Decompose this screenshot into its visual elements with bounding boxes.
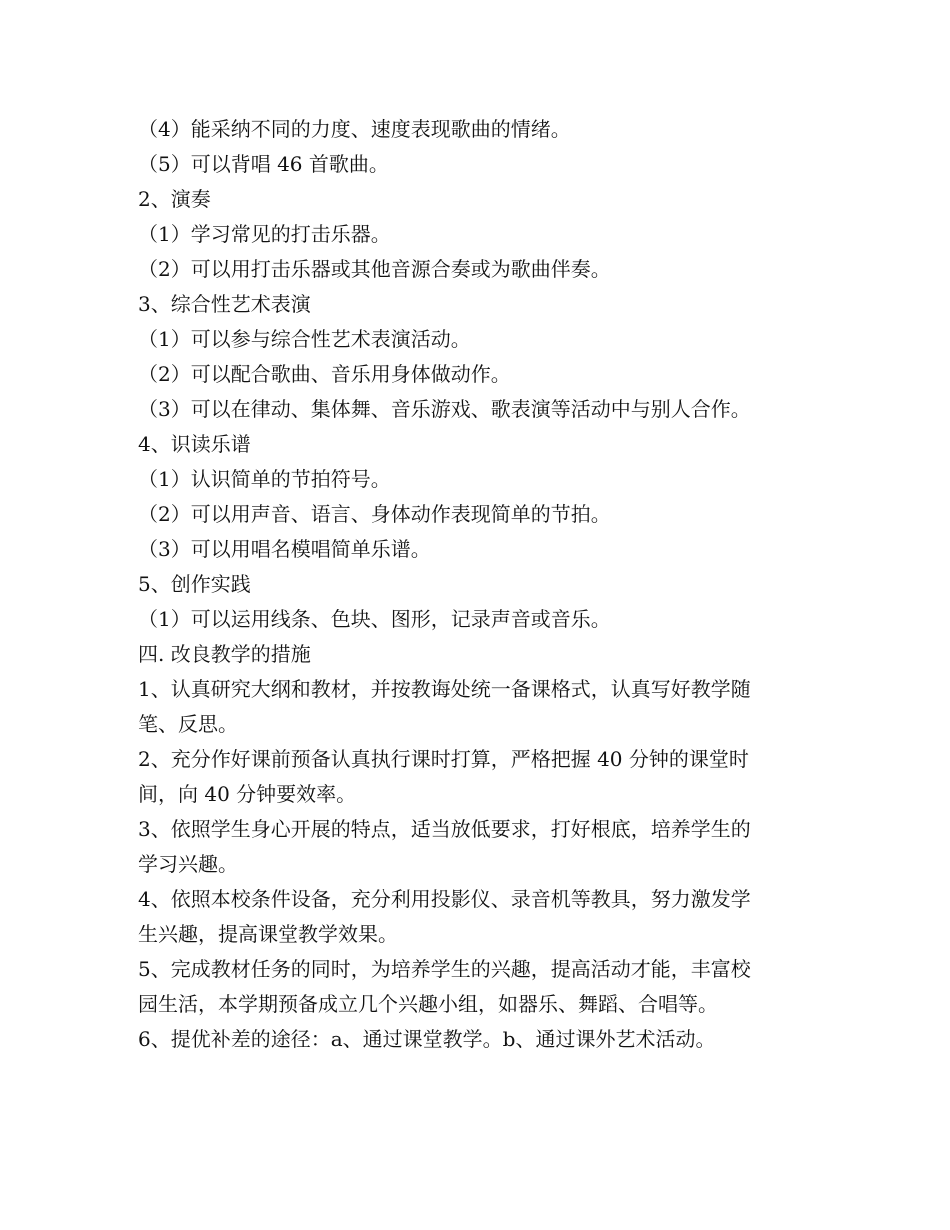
section-heading: 4、识读乐谱 bbox=[138, 432, 251, 456]
chapter-heading: 四. 改良教学的措施 bbox=[138, 642, 311, 666]
paragraph-line: 生兴趣，提高课堂教学效果。 bbox=[138, 922, 398, 946]
text-line: （3）可以用唱名模唱简单乐谱。 bbox=[138, 537, 431, 561]
text-line: （1）可以运用线条、色块、图形，记录声音或音乐。 bbox=[138, 607, 611, 631]
text-line: （1）认识简单的节拍符号。 bbox=[138, 467, 391, 491]
text-line: （3）可以在律动、集体舞、音乐游戏、歌表演等活动中与别人合作。 bbox=[138, 397, 751, 421]
measure-paragraph bbox=[138, 882, 810, 952]
text-line: （2）可以用打击乐器或其他音源合奏或为歌曲伴奏。 bbox=[138, 257, 611, 281]
text-line: （1）学习常见的打击乐器。 bbox=[138, 222, 391, 246]
paragraph-line: 3、依照学生身心开展的特点，适当放低要求，打好根底，培养学生的 bbox=[138, 817, 751, 841]
text-line: （2）可以用声音、语言、身体动作表现简单的节拍。 bbox=[138, 502, 611, 526]
paragraph-line: 园生活，本学期预备成立几个兴趣小组，如器乐、舞蹈、合唱等。 bbox=[138, 992, 718, 1016]
measure-paragraph bbox=[138, 1022, 810, 1057]
paragraph-line: 2、充分作好课前预备认真执行课时打算，严格把握 40 分钟的课堂时 bbox=[138, 747, 749, 771]
paragraph-line: 6、提优补差的途径：a、通过课堂教学。b、通过课外艺术活动。 bbox=[138, 1027, 716, 1051]
section-heading: 5、创作实践 bbox=[138, 572, 251, 596]
measure-paragraph bbox=[138, 742, 810, 812]
text-line: （5）可以背唱 46 首歌曲。 bbox=[138, 152, 389, 176]
paragraph-line: 学习兴趣。 bbox=[138, 852, 238, 876]
text-line: （1）可以参与综合性艺术表演活动。 bbox=[138, 327, 471, 351]
text-line: （2）可以配合歌曲、音乐用身体做动作。 bbox=[138, 362, 511, 386]
document-body bbox=[138, 112, 818, 1057]
measure-paragraph bbox=[138, 952, 810, 1022]
measure-paragraph bbox=[138, 812, 810, 882]
paragraph-line: 间，向 40 分钟要效率。 bbox=[138, 782, 357, 806]
paragraph-line: 4、依照本校条件设备，充分利用投影仪、录音机等教具，努力激发学 bbox=[138, 887, 751, 911]
section-heading: 3、综合性艺术表演 bbox=[138, 292, 311, 316]
paragraph-line: 5、完成教材任务的同时，为培养学生的兴趣，提高活动才能，丰富校 bbox=[138, 957, 751, 981]
paragraph-line: 1、认真研究大纲和教材，并按教诲处统一备课格式，认真写好教学随 bbox=[138, 677, 751, 701]
paragraph-line: 笔、反思。 bbox=[138, 712, 238, 736]
section-heading: 2、演奏 bbox=[138, 187, 211, 211]
measure-paragraph bbox=[138, 672, 810, 742]
text-line: （4）能采纳不同的力度、速度表现歌曲的情绪。 bbox=[138, 117, 571, 141]
